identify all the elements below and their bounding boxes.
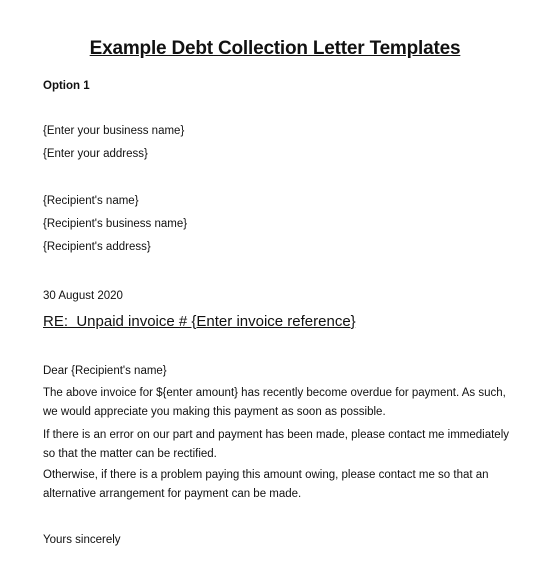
letter-date: 30 August 2020: [43, 290, 123, 302]
document-title: Example Debt Collection Letter Templates: [89, 38, 461, 59]
body-paragraph-1: The above invoice for ${enter amount} has recently become overdue for payment. As such, we would appreciate you making this payment as soon as possible.: [43, 387, 506, 418]
body-paragraph-2: If there is an error on our part and payment has been made, please contact me immediately so that the matter can be rectified.: [43, 429, 510, 460]
subject-line: RE: Unpaid invoice # {Enter invoice reference}: [43, 313, 356, 330]
recipient-business-name: {Recipient's business name}: [43, 218, 188, 230]
closing: Yours sincerely: [43, 534, 121, 546]
option-label: Option 1: [43, 80, 90, 92]
body-paragraph-3: Otherwise, if there is a problem paying this amount owing, please contact me so that an alternative arrangement for payment can be made.: [43, 469, 489, 500]
sender-business-name: {Enter your business name}: [43, 125, 185, 137]
recipient-name: {Recipient's name}: [43, 195, 139, 207]
salutation: Dear {Recipient's name}: [43, 365, 167, 377]
recipient-address: {Recipient's address}: [43, 241, 151, 253]
sender-address: {Enter your address}: [43, 148, 148, 160]
